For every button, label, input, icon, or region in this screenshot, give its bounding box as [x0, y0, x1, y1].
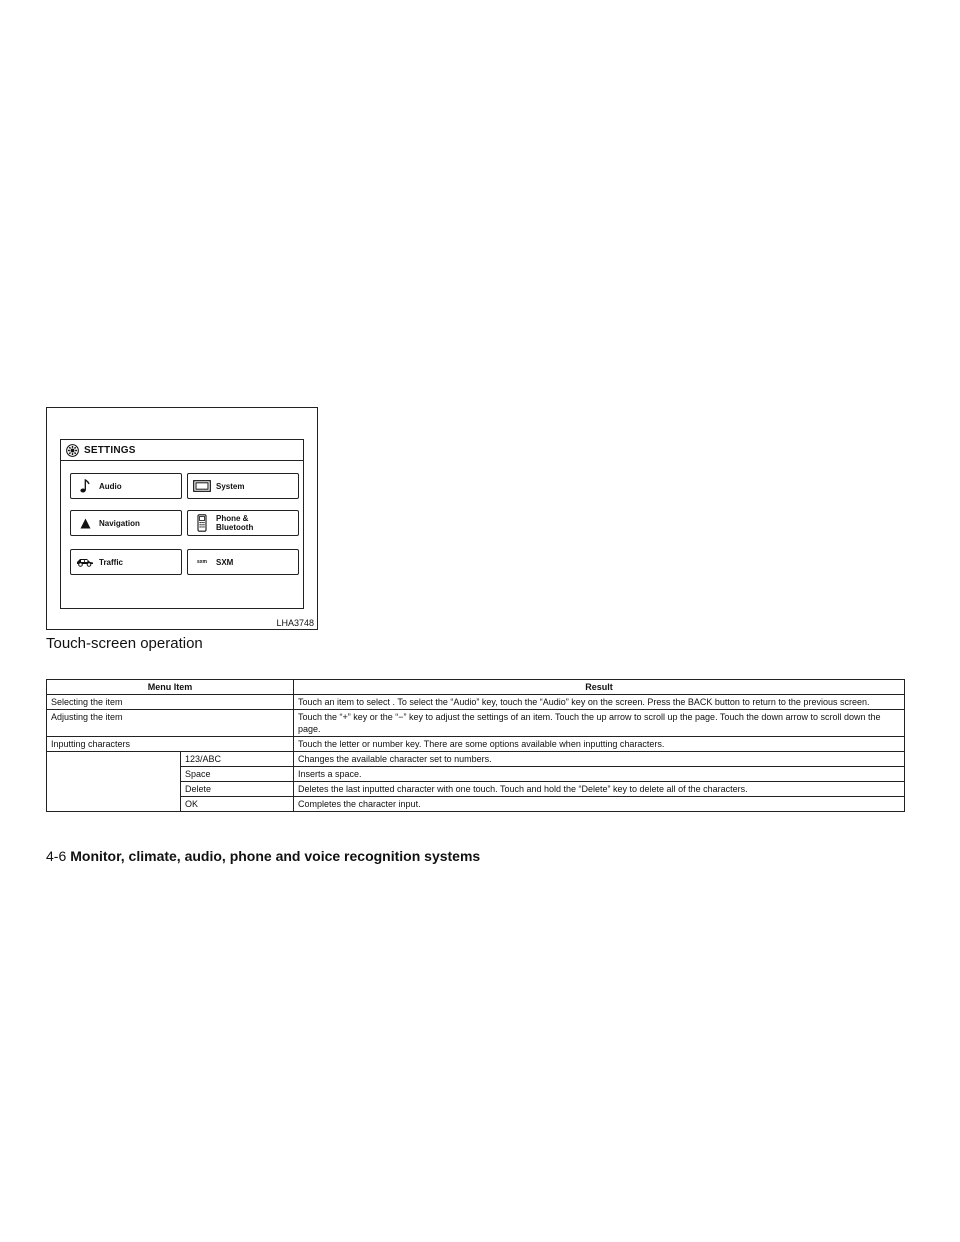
settings-illustration [46, 407, 318, 630]
phone-icon [197, 514, 207, 532]
menu-item-cell: Inputting characters [47, 737, 294, 752]
sub-result-cell: Changes the available character set to numbers. [294, 752, 905, 767]
touch-screen-operation-table [46, 679, 905, 812]
sub-item-cell: Delete [181, 782, 294, 797]
table-row [47, 710, 905, 737]
audio-label: Audio [99, 481, 122, 491]
system-label: System [216, 481, 245, 491]
table-row [47, 737, 905, 752]
screen-icon [193, 480, 211, 492]
header-menu-item: Menu Item [47, 680, 294, 695]
figure-code: LHA3748 [276, 618, 314, 628]
sub-item-cell: Space [181, 767, 294, 782]
sub-result-cell: Inserts a space. [294, 767, 905, 782]
navigation-tile[interactable] [70, 510, 182, 536]
sxm-label: SXM [216, 557, 234, 567]
sxm-logo-icon: sxm [196, 559, 207, 565]
traffic-tile[interactable] [70, 549, 182, 575]
sub-result-cell: Completes the character input. [294, 797, 905, 812]
sub-item-cell: 123/ABC [181, 752, 294, 767]
settings-header-label: SETTINGS [84, 444, 136, 456]
sub-result-cell: Deletes the last inputted character with one touch. Touch and hold the “Delete” key to delete all of the characters. [294, 782, 905, 797]
music-note-icon [80, 479, 90, 493]
audio-tile[interactable] [70, 473, 182, 499]
settings-header [61, 440, 303, 461]
phone-bluetooth-tile[interactable] [187, 510, 299, 536]
table-header-row [47, 680, 905, 695]
chapter-title: Monitor, climate, audio, phone and voice recognition systems [70, 848, 481, 864]
menu-item-cell: Adjusting the item [47, 710, 294, 737]
phone-bluetooth-label: Phone & Bluetooth [216, 514, 254, 532]
car-icon [76, 557, 94, 567]
settings-screen [60, 439, 304, 609]
section-title: Touch-screen operation [46, 635, 203, 652]
header-result: Result [294, 680, 905, 695]
result-cell: Touch the “+” key or the “−” key to adjust the settings of an item. Touch the up arrow to scroll up the page. Touch the down arrow to scroll down the page. [294, 710, 905, 737]
system-tile[interactable] [187, 473, 299, 499]
traffic-label: Traffic [99, 557, 124, 567]
gear-icon [66, 444, 79, 457]
page-footer [46, 848, 480, 864]
page-number: 4-6 [46, 848, 67, 864]
blank-cell [47, 752, 181, 812]
navigation-arrow-icon [80, 518, 91, 529]
table-row [47, 695, 905, 710]
result-cell: Touch the letter or number key. There are some options available when inputting characters. [294, 737, 905, 752]
navigation-label: Navigation [99, 518, 140, 528]
sub-item-cell: OK [181, 797, 294, 812]
menu-item-cell: Selecting the item [47, 695, 294, 710]
sxm-tile[interactable] [187, 549, 299, 575]
table-subrow [47, 752, 905, 767]
result-cell: Touch an item to select . To select the “Audio” key, touch the “Audio” key on the screen. Press the BACK button to return to the previous screen. [294, 695, 905, 710]
